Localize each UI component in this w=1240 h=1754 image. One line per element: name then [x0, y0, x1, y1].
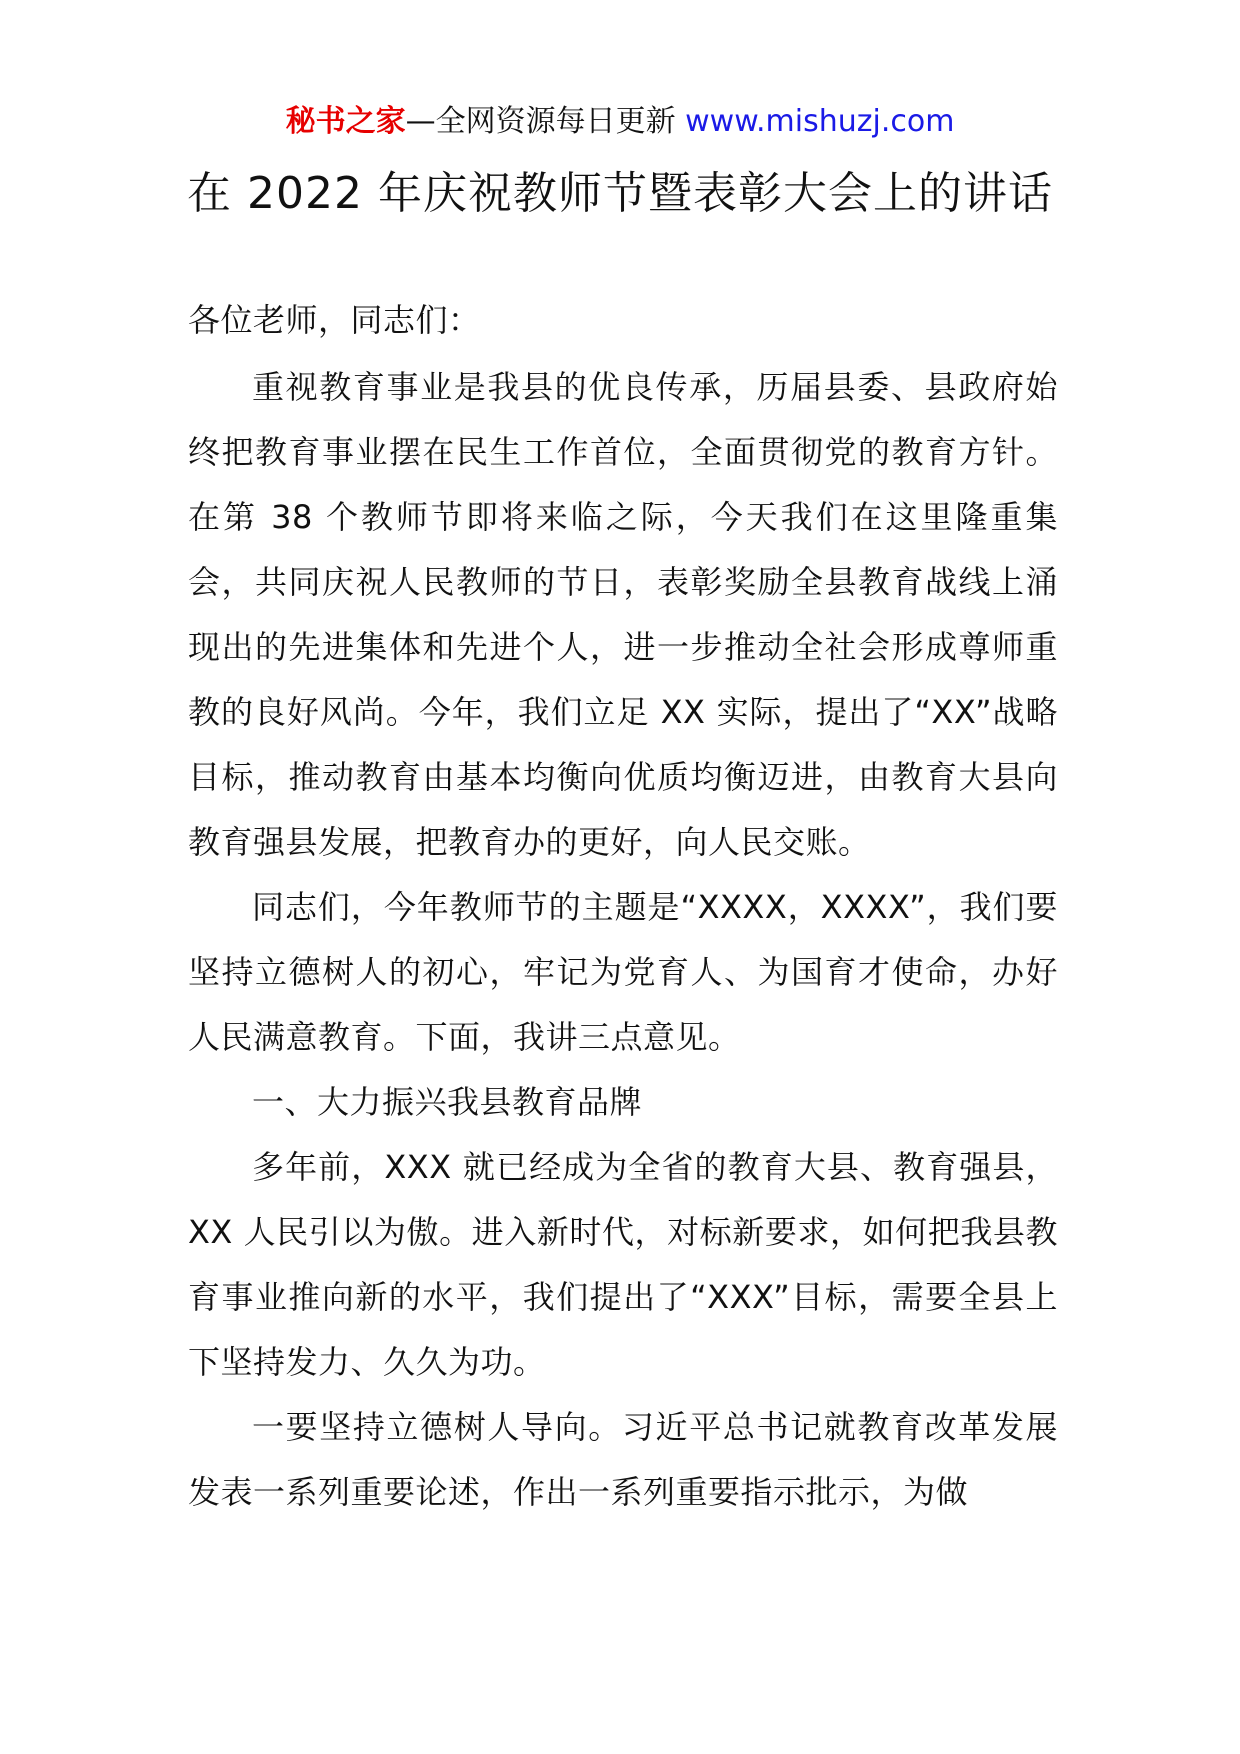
paragraph-1: 重视教育事业是我县的优良传承，历届县委、县政府始终把教育事业摆在民生工作首位，全面贯彻党的教育方针。在第 38 个教师节即将来临之际，今天我们在这里隆重集会，共同庆祝人民教师的节日，表彰奖励全县教育战线上涌现出的先进集体和先进个人，进一步推动全社会形成尊师重教的良好风尚。今年，我们立足 XX 实际，提出了“XX”战略目标，推动教育由基本均衡向优质均衡迈进，由教育大县向教育强县发展，把教育办的更好，向人民交账。: [188, 368, 1058, 861]
paragraph-4: 一要坚持立德树人导向。习近平总书记就教育改革发展发表一系列重要论述，作出一系列重要指示批示，为做: [188, 1408, 1058, 1511]
document-body: [188, 290, 1058, 1525]
site-header: [0, 100, 1240, 144]
header-tagline: —全网资源每日更新: [405, 104, 676, 139]
section-heading-1: 一、大力振兴我县教育品牌: [252, 1083, 643, 1121]
site-url-link[interactable]: www.mishuzj.com: [685, 104, 955, 139]
document-title: 在 2022 年庆祝教师节暨表彰大会上的讲话: [187, 168, 1053, 219]
salutation: 各位老师，同志们：: [188, 301, 481, 339]
paragraph-2: 同志们，今年教师节的主题是“XXXX，XXXX”，我们要坚持立德树人的初心，牢记为党育人、为国育才使命，办好人民满意教育。下面，我讲三点意见。: [188, 888, 1058, 1056]
brand-name: 秘书之家: [285, 104, 406, 139]
paragraph-3: 多年前，XXX 就已经成为全省的教育大县、教育强县，XX 人民引以为傲。进入新时代，对标新要求，如何把我县教育事业推向新的水平，我们提出了“XXX”目标，需要全县上下坚持发力、久久为功。: [188, 1148, 1058, 1381]
